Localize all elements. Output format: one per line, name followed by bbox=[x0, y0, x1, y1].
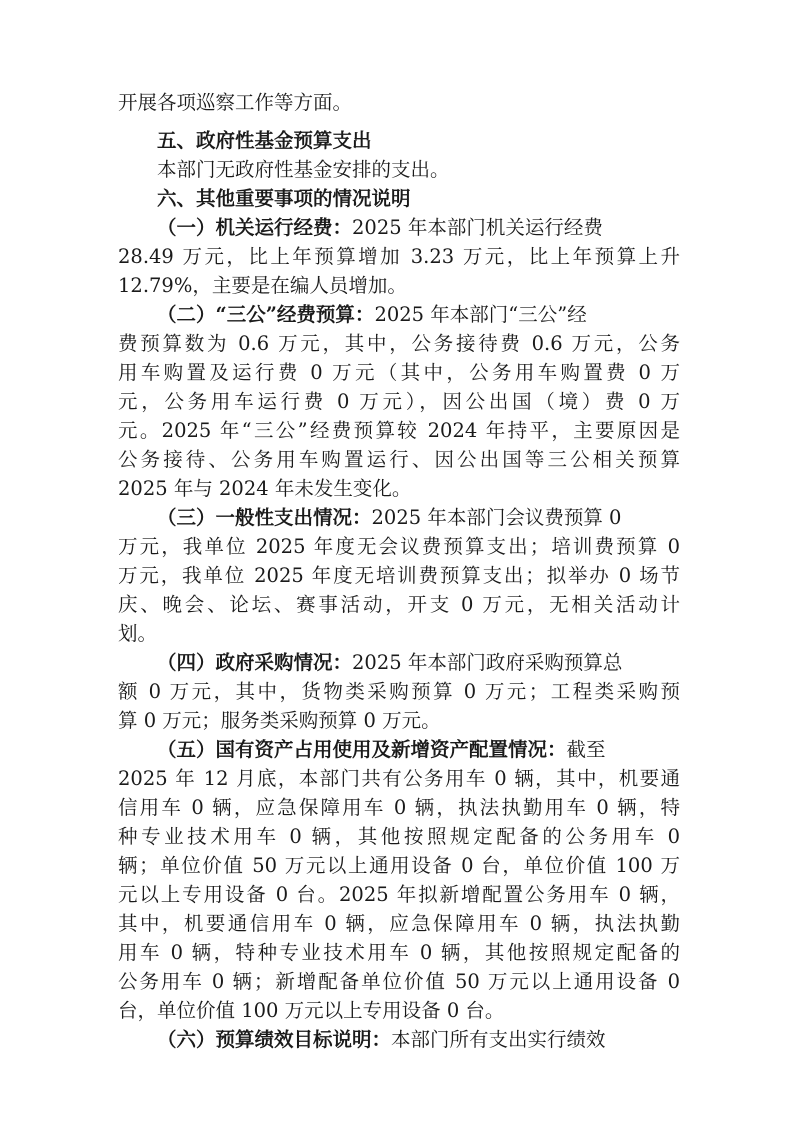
paragraph-line: 其中，机要通信用车 0 辆，应急保障用车 0 辆，执法执勤 bbox=[118, 912, 680, 935]
subsection-heading: （二）“三公”经费预算： bbox=[157, 303, 375, 326]
paragraph-line bbox=[157, 503, 621, 533]
paragraph-line bbox=[157, 213, 603, 243]
subsection-heading: （一）机关运行经费： bbox=[157, 216, 353, 239]
subsection-heading: （六）预算绩效目标说明： bbox=[157, 1028, 392, 1051]
paragraph-line: 用车 0 辆，特种专业技术用车 0 辆，其他按照规定配备的 bbox=[118, 941, 680, 964]
section-heading: 五、政府性基金预算支出 bbox=[157, 129, 372, 152]
paragraph-line: 台，单位价值 100 万元以上专用设备 0 台。 bbox=[118, 999, 505, 1022]
paragraph-line: 元。2025 年“三公”经费预算较 2024 年持平，主要原因是 bbox=[118, 419, 680, 442]
paragraph-line: 万元，我单位 2025 年度无会议费预算支出；培训费预算 0 bbox=[118, 535, 680, 558]
paragraph-line: 信用车 0 辆，应急保障用车 0 辆，执法执勤用车 0 辆，特 bbox=[118, 796, 680, 819]
paragraph-line: 2025 年与 2024 年未发生变化。 bbox=[118, 477, 412, 500]
paragraph-line: 开展各项巡察工作等方面。 bbox=[118, 91, 353, 114]
subsection-heading: （三）一般性支出情况： bbox=[157, 506, 372, 529]
paragraph-text: 2025 年本部门机关运行经费 bbox=[352, 216, 603, 239]
paragraph-line: 划。 bbox=[118, 622, 158, 645]
paragraph-line: 庆、晚会、论坛、赛事活动，开支 0 万元，无相关活动计 bbox=[118, 593, 680, 616]
paragraph-line: 费预算数为 0.6 万元，其中，公务接待费 0.6 万元，公务 bbox=[118, 332, 680, 355]
paragraph-line: 额 0 万元，其中，货物类采购预算 0 万元；工程类采购预 bbox=[118, 680, 680, 703]
paragraph-line: 公务接待、公务用车购置运行、因公出国等三公相关预算 bbox=[118, 448, 680, 471]
paragraph-line: 28.49 万元，比上年预算增加 3.23 万元，比上年预算上升 bbox=[118, 245, 680, 268]
paragraph-line bbox=[157, 735, 606, 765]
subsection-heading: （四）政府采购情况： bbox=[157, 651, 353, 674]
paragraph-text: 2025 年本部门“三公”经 bbox=[374, 303, 587, 326]
paragraph-text: 本部门所有支出实行绩效 bbox=[391, 1028, 606, 1051]
section-heading: 六、其他重要事项的情况说明 bbox=[157, 187, 411, 210]
paragraph-line: 辆；单位价值 50 万元以上通用设备 0 台，单位价值 100 万 bbox=[118, 854, 680, 877]
paragraph-text: 截至 bbox=[566, 738, 606, 761]
paragraph-line bbox=[157, 300, 587, 330]
paragraph-line: 用车购置及运行费 0 万元（其中，公务用车购置费 0 万 bbox=[118, 361, 680, 384]
subsection-heading: （五）国有资产占用使用及新增资产配置情况： bbox=[157, 738, 567, 761]
paragraph-line: 算 0 万元；服务类采购预算 0 万元。 bbox=[118, 709, 441, 732]
paragraph-line: 种专业技术用车 0 辆，其他按照规定配备的公务用车 0 bbox=[118, 825, 680, 848]
paragraph-line: 公务用车 0 辆；新增配备单位价值 50 万元以上通用设备 0 bbox=[118, 970, 680, 993]
paragraph-text: 2025 年本部门会议费预算 0 bbox=[371, 506, 622, 529]
paragraph-line: 元以上专用设备 0 台。2025 年拟新增配置公务用车 0 辆， bbox=[118, 883, 680, 906]
paragraph-line: 万元，我单位 2025 年度无培训费预算支出；拟举办 0 场节 bbox=[118, 564, 680, 587]
paragraph-line bbox=[157, 648, 622, 678]
paragraph-line: 12.79%，主要是在编人员增加。 bbox=[118, 274, 407, 297]
paragraph-line: 元，公务用车运行费 0 万元），因公出国（境）费 0 万 bbox=[118, 390, 680, 413]
paragraph-line bbox=[157, 1025, 606, 1055]
paragraph-line: 本部门无政府性基金安排的支出。 bbox=[157, 158, 450, 181]
paragraph-text: 2025 年本部门政府采购预算总 bbox=[352, 651, 623, 674]
paragraph-line: 2025 年 12 月底，本部门共有公务用车 0 辆，其中，机要通 bbox=[118, 767, 680, 790]
